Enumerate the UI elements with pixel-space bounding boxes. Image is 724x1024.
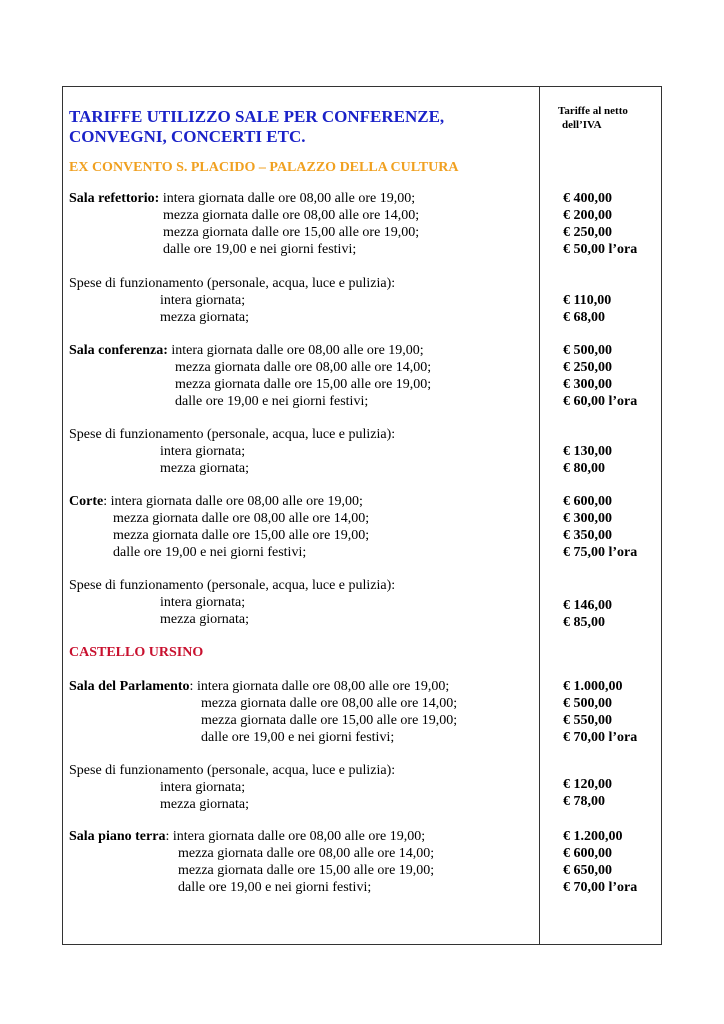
price-value: € 1.000,00 xyxy=(563,679,623,694)
corte-name: Corte xyxy=(69,494,104,509)
price-value: € 50,00 l’ora xyxy=(563,242,638,257)
rate-line: dalle ore 19,00 e nei giorni festivi; xyxy=(163,242,357,257)
column-divider xyxy=(539,86,540,945)
price-value: € 68,00 xyxy=(563,310,605,325)
price-value: € 70,00 l’ora xyxy=(563,730,638,745)
rate-line: dalle ore 19,00 e nei giorni festivi; xyxy=(201,730,395,745)
price-value: € 250,00 xyxy=(563,225,612,240)
name-separator: : xyxy=(103,494,108,509)
price-value: € 146,00 xyxy=(563,598,612,613)
price-value: € 78,00 xyxy=(563,794,605,809)
sala-parlamento-name: Sala del Parlamento xyxy=(69,679,190,694)
rate-line: mezza giornata dalle ore 08,00 alle ore 14,00; xyxy=(163,208,420,223)
document-title-line2: CONVEGNI, CONCERTI ETC. xyxy=(69,127,306,146)
price-value: € 300,00 xyxy=(563,377,612,392)
spese-heading: Spese di funzionamento (personale, acqua, luce e pulizia): xyxy=(69,763,396,778)
spese-line: mezza giornata; xyxy=(160,797,250,812)
rate-line: mezza giornata dalle ore 15,00 alle ore 19,00; xyxy=(178,863,435,878)
spese-line: intera giornata; xyxy=(160,780,246,795)
price-value: € 600,00 xyxy=(563,494,612,509)
rate-line: dalle ore 19,00 e nei giorni festivi; xyxy=(178,880,372,895)
price-value: € 75,00 l’ora xyxy=(563,545,638,560)
rate-line: mezza giornata dalle ore 15,00 alle ore 19,00; xyxy=(175,377,432,392)
name-separator: : xyxy=(154,191,160,206)
price-value: € 650,00 xyxy=(563,863,612,878)
price-value: € 300,00 xyxy=(563,511,612,526)
spese-heading: Spese di funzionamento (personale, acqua, luce e pulizia): xyxy=(69,427,396,442)
rate-line: mezza giornata dalle ore 08,00 alle ore 14,00; xyxy=(175,360,432,375)
sala-piano-terra-line1 xyxy=(69,828,425,845)
rate-line: dalle ore 19,00 e nei giorni festivi; xyxy=(113,545,307,560)
spese-line: intera giornata; xyxy=(160,444,246,459)
price-value: € 130,00 xyxy=(563,444,612,459)
rate-line: intera giornata dalle ore 08,00 alle ore 19,00; xyxy=(110,494,363,509)
price-column-label-line1: Tariffe al netto xyxy=(558,105,628,117)
spese-line: mezza giornata; xyxy=(160,612,250,627)
price-value: € 550,00 xyxy=(563,713,612,728)
price-value: € 80,00 xyxy=(563,461,605,476)
price-value: € 400,00 xyxy=(563,191,612,206)
sala-parlamento-line1 xyxy=(69,678,449,695)
sala-piano-terra-name: Sala piano terra xyxy=(69,829,166,844)
sala-refettorio-line1 xyxy=(69,190,415,207)
sala-conferenza-name: Sala conferenza xyxy=(69,343,164,358)
price-value: € 500,00 xyxy=(563,343,612,358)
rate-line: mezza giornata dalle ore 15,00 alle ore 19,00; xyxy=(163,225,420,240)
spese-line: intera giornata; xyxy=(160,595,246,610)
name-separator: : xyxy=(163,343,168,358)
price-value: € 600,00 xyxy=(563,846,612,861)
price-value: € 60,00 l’ora xyxy=(563,394,638,409)
venue-heading-castello-ursino: CASTELLO URSINO xyxy=(69,645,204,660)
name-separator: : xyxy=(189,679,194,694)
spese-line: mezza giornata; xyxy=(160,461,250,476)
rate-line: intera giornata dalle ore 08,00 alle ore 19,00; xyxy=(196,679,450,694)
spese-heading: Spese di funzionamento (personale, acqua, luce e pulizia): xyxy=(69,578,396,593)
price-value: € 350,00 xyxy=(563,528,612,543)
document-title-line1: TARIFFE UTILIZZO SALE PER CONFERENZE, xyxy=(69,107,445,126)
rate-line: intera giornata dalle ore 08,00 alle ore 19,00; xyxy=(172,829,426,844)
corte-line1 xyxy=(69,493,363,510)
price-value: € 1.200,00 xyxy=(563,829,623,844)
spese-line: intera giornata; xyxy=(160,293,246,308)
sala-conferenza-line1 xyxy=(69,342,424,359)
rate-line: mezza giornata dalle ore 08,00 alle ore 14,00; xyxy=(201,696,458,711)
price-value: € 250,00 xyxy=(563,360,612,375)
price-value: € 500,00 xyxy=(563,696,612,711)
spese-line: mezza giornata; xyxy=(160,310,250,325)
name-separator: : xyxy=(165,829,170,844)
price-value: € 70,00 l’ora xyxy=(563,880,638,895)
rate-line: mezza giornata dalle ore 08,00 alle ore 14,00; xyxy=(113,511,370,526)
rate-line: intera giornata dalle ore 08,00 alle ore 19,00; xyxy=(162,191,416,206)
rate-line: intera giornata dalle ore 08,00 alle ore 19,00; xyxy=(171,343,424,358)
rate-line: dalle ore 19,00 e nei giorni festivi; xyxy=(175,394,369,409)
rate-line: mezza giornata dalle ore 15,00 alle ore 19,00; xyxy=(201,713,458,728)
price-value: € 120,00 xyxy=(563,777,612,792)
rate-line: mezza giornata dalle ore 08,00 alle ore 14,00; xyxy=(178,846,435,861)
price-value: € 200,00 xyxy=(563,208,612,223)
price-value: € 85,00 xyxy=(563,615,605,630)
venue-heading-san-placido: EX CONVENTO S. PLACIDO – PALAZZO DELLA CULTURA xyxy=(69,160,459,175)
sala-refettorio-name: Sala refettorio xyxy=(69,191,155,206)
spese-heading: Spese di funzionamento (personale, acqua, luce e pulizia): xyxy=(69,276,396,291)
price-column-label-line2: dell’IVA xyxy=(562,119,602,131)
price-value: € 110,00 xyxy=(563,293,612,308)
rate-line: mezza giornata dalle ore 15,00 alle ore 19,00; xyxy=(113,528,370,543)
